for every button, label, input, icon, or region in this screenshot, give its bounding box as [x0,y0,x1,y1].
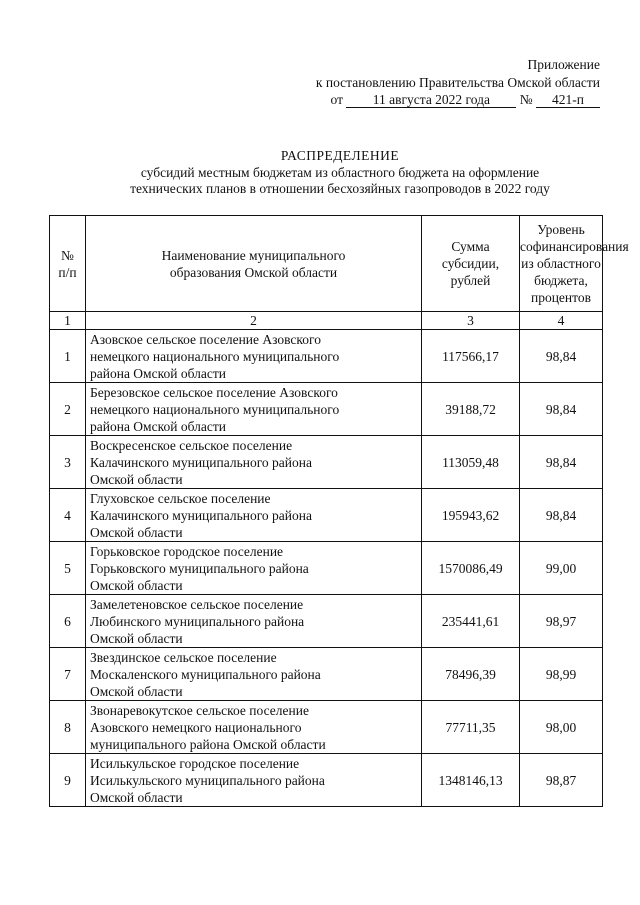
row-sum: 235441,61 [422,595,520,648]
row-number: 9 [50,754,86,807]
row-name: Исилькульское городское поселение Исилькульского муниципального района Омской области [86,754,422,807]
table-row [50,754,603,807]
decree-number: 421-п [536,93,600,108]
index-cell: 3 [422,312,520,330]
table-row [50,383,603,436]
row-sum: 195943,62 [422,489,520,542]
distribution-table [49,215,629,807]
row-number: 3 [50,436,86,489]
row-level: 98,84 [520,489,603,542]
row-name: Воскресенское сельское поселение Калачинского муниципального района Омской области [86,436,422,489]
row-level: 98,84 [520,383,603,436]
row-level: 98,87 [520,754,603,807]
row-name: Звонаревокутское сельское поселение Азовского немецкого национального муниципального района Омской области [86,701,422,754]
decree-date-line [316,91,600,109]
row-number: 6 [50,595,86,648]
table-row [50,595,603,648]
table-row [50,330,603,383]
index-cell: 2 [86,312,422,330]
row-level: 98,99 [520,648,603,701]
row-name: Горьковское городское поселение Горьковского муниципального района Омской области [86,542,422,595]
heading-line-1: субсидий местным бюджетам из областного бюджета на оформление [140,164,540,180]
appendix-decree: к постановлению Правительства Омской области [315,74,600,90]
number-label: № [519,92,533,107]
row-name: Глуховское сельское поселение Калачинского муниципального района Омской области [86,489,422,542]
row-sum: 117566,17 [422,330,520,383]
table-row [50,436,603,489]
table-index-row [50,312,603,330]
row-sum: 1570086,49 [422,542,520,595]
heading-title: РАСПРЕДЕЛЕНИЕ [280,148,400,163]
row-name: Звездинское сельское поселение Москаленского муниципального района Омской области [86,648,422,701]
index-cell: 1 [50,312,86,330]
from-label: от [330,92,343,107]
row-sum: 113059,48 [422,436,520,489]
header-sum: Сумма субсидии, рублей [422,216,520,312]
appendix-block [316,56,600,109]
row-sum: 78496,39 [422,648,520,701]
header-level: Уровень софинансирования из областного бюджета, процентов [520,216,603,312]
row-name: Березовское сельское поселение Азовского немецкого национального муниципального района Омской области [86,383,422,436]
row-number: 5 [50,542,86,595]
row-level: 98,97 [520,595,603,648]
row-number: 4 [50,489,86,542]
row-sum: 39188,72 [422,383,520,436]
row-number: 2 [50,383,86,436]
table-row [50,489,603,542]
header-num: № п/п [50,216,86,312]
table-row [50,648,603,701]
row-name: Замелетеновское сельское поселение Любинского муниципального района Омской области [86,595,422,648]
row-sum: 77711,35 [422,701,520,754]
header-name: Наименование муниципального образования Омской области [86,216,422,312]
appendix-title: Приложение [527,57,600,72]
row-level: 98,84 [520,436,603,489]
decree-date: 11 августа 2022 года [346,93,516,108]
row-number: 1 [50,330,86,383]
row-sum: 1348146,13 [422,754,520,807]
row-level: 99,00 [520,542,603,595]
heading-line-2: технических планов в отношении бесхозяйных газопроводов в 2022 году [130,181,550,196]
row-number: 7 [50,648,86,701]
row-level: 98,00 [520,701,603,754]
index-cell: 4 [520,312,603,330]
table-header-row [50,216,603,312]
row-name: Азовское сельское поселение Азовского немецкого национального муниципального района Омской области [86,330,422,383]
table-row [50,542,603,595]
document-heading [40,148,640,198]
row-number: 8 [50,701,86,754]
table-row [50,701,603,754]
row-level: 98,84 [520,330,603,383]
